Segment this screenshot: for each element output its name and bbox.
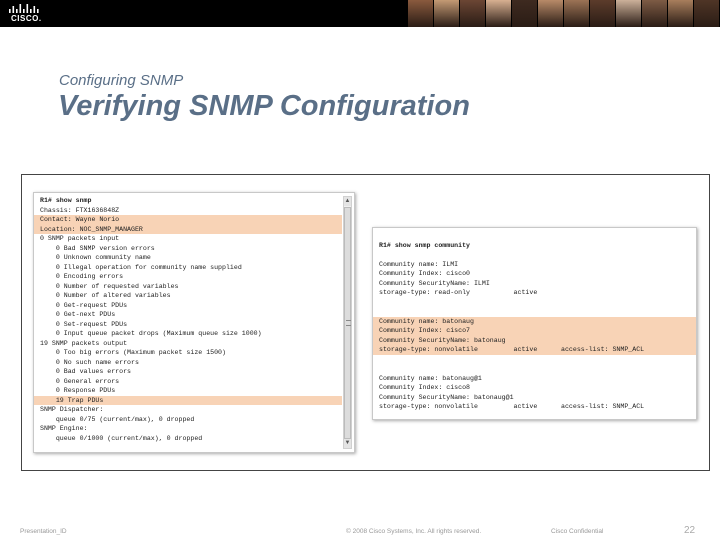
terminal-line: 0 Response PDUs [40, 387, 116, 394]
terminal-line: Community Index: cisco8 [379, 384, 471, 391]
terminal-line: 0 Get-next PDUs [40, 311, 116, 318]
terminal-line [373, 307, 696, 317]
terminal-line: 19 Trap PDUs [34, 396, 342, 406]
terminal-line [373, 355, 696, 365]
terminal-line [373, 298, 696, 308]
header-photo [512, 0, 538, 27]
terminal-line: Community SecurityName: batonaug@1 [379, 393, 514, 401]
header-photo [434, 0, 460, 27]
terminal-line: 0 SNMP packets input [40, 235, 120, 242]
terminal-line: storage-type: read-only active [379, 289, 538, 296]
slide-subtitle: Configuring SNMP [59, 72, 184, 89]
header-photo-strip [408, 0, 720, 27]
terminal-line: 0 Get-request PDUs [40, 301, 128, 309]
terminal-line: R1# show snmp community [379, 241, 471, 249]
terminal-line: Community name: batonaug [373, 317, 696, 327]
header-photo [694, 0, 720, 27]
header-photo [590, 0, 616, 27]
terminal-line: storage-type: nonvolatile active access-list: SNMP_ACL [373, 345, 696, 355]
scrollbar-grip-icon [346, 320, 351, 326]
header-photo [460, 0, 486, 27]
terminal-line: 0 Number of requested variables [40, 282, 179, 290]
show-snmp-community-terminal [372, 227, 697, 420]
terminal-line: Contact: Wayne Norio [34, 215, 342, 225]
cisco-logo [8, 4, 42, 24]
header-photo [616, 0, 642, 27]
terminal-line [373, 231, 696, 241]
terminal-line: 0 Set-request PDUs [40, 320, 128, 328]
terminal-line: Community SecurityName: ILMI [379, 279, 490, 287]
page-number: 22 [684, 525, 696, 536]
show-snmp-community-output [373, 228, 696, 419]
terminal-line: 0 General errors [40, 377, 120, 385]
header-photo [642, 0, 668, 27]
cisco-bars-icon [8, 4, 42, 14]
terminal-line: Chassis: FTX1636848Z [40, 206, 120, 214]
terminal-line: Community Index: cisco0 [379, 270, 471, 277]
show-snmp-output [34, 193, 342, 452]
terminal-line: 0 Input queue packet drops (Maximum queue size 1000) [40, 330, 262, 337]
scroll-up-arrow-icon[interactable]: ▲ [344, 198, 351, 204]
show-snmp-terminal [33, 192, 355, 453]
header-photo [668, 0, 694, 27]
terminal-line: Location: NOC_SNMP_MANAGER [34, 225, 342, 235]
terminal-line: queue 0/75 (current/max), 0 dropped [40, 415, 195, 423]
cisco-logo-text: CISCO. [11, 14, 42, 23]
header-photo [538, 0, 564, 27]
terminal-line: Community name: batonaug@1 [379, 374, 482, 382]
header-photo [486, 0, 512, 27]
scrollbar-thumb[interactable] [344, 207, 351, 439]
slide-title: Verifying SNMP Configuration [58, 90, 470, 122]
header-photo [408, 0, 434, 27]
terminal-line: Community Index: cisco7 [373, 326, 696, 336]
terminal-line: 0 No such name errors [40, 358, 139, 366]
terminal-line: 0 Too big errors (Maximum packet size 1500) [40, 349, 226, 356]
footer-copyright: © 2008 Cisco Systems, Inc. All rights reserved. [346, 528, 482, 535]
terminal-line: 0 Bad values errors [40, 368, 132, 375]
terminal-line: R1# show snmp [40, 197, 92, 204]
scroll-down-arrow-icon[interactable]: ▼ [344, 440, 351, 446]
terminal-line: 0 Illegal operation for community name supplied [40, 263, 242, 271]
terminal-line: SNMP Engine: [40, 425, 88, 432]
terminal-line: Community SecurityName: batonaug [373, 336, 696, 346]
terminal-line [373, 364, 696, 374]
footer-confidential: Cisco Confidential [551, 528, 604, 535]
terminal-line [373, 250, 696, 260]
footer-presentation-id: Presentation_ID [20, 528, 67, 535]
terminal-line: storage-type: nonvolatile active access-list: SNMP_ACL [379, 403, 645, 410]
terminal-line: 19 SNMP packets output [40, 339, 128, 347]
terminal-line: Community name: ILMI [379, 260, 459, 268]
header-bar [0, 0, 720, 27]
terminal-scrollbar[interactable] [343, 196, 352, 449]
terminal-line: SNMP Dispatcher: [40, 406, 104, 413]
terminal-line: 0 Unknown community name [40, 254, 151, 261]
terminal-line: 0 Bad SNMP version errors [40, 244, 155, 252]
header-photo [564, 0, 590, 27]
terminal-line: queue 0/1000 (current/max), 0 dropped [40, 434, 203, 442]
terminal-line: 0 Number of altered variables [40, 292, 171, 299]
terminal-line: 0 Encoding errors [40, 273, 124, 280]
